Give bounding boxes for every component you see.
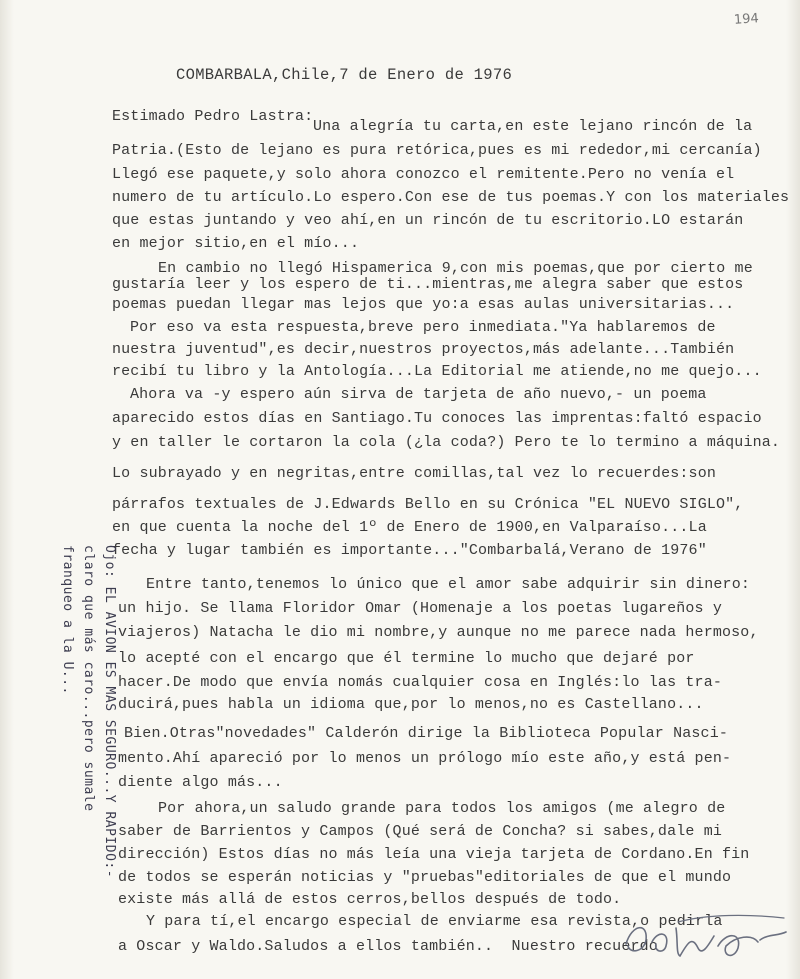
letter-line: en que cuenta la noche del 1º de Enero de 1900,en Valparaíso...La (112, 519, 707, 536)
letter-line: Bien.Otras"novedades" Calderón dirige la Biblioteca Popular Nasci- (124, 725, 728, 742)
letter-line: a Oscar y Waldo.Saludos a ellos también.. Nuestro recuerdo (118, 938, 658, 955)
margin-note-line: claro que más caro...pero sumale (81, 545, 96, 812)
letter-line: diente algo más... (118, 774, 283, 791)
letter-line: recibí tu libro y la Antología...La Editorial me atiende,no me quejo... (112, 363, 762, 380)
letter-line: Por ahora,un saludo grande para todos los amigos (me alegro de (158, 800, 726, 817)
letter-heading: COMBARBALA,Chile,7 de Enero de 1976 (176, 66, 513, 84)
page-edge-left (0, 0, 14, 979)
letter-line: Llegó ese paquete,y solo ahora conozco el remitente.Pero no venía el (112, 166, 735, 183)
letter-line: en mejor sitio,en el mío... (112, 235, 360, 252)
letter-line: fecha y lugar también es importante..."Combarbalá,Verano de 1976" (112, 542, 707, 559)
letter-line: hacer.De modo que envía nomás cualquier cosa en Inglés:lo las tra- (118, 674, 722, 691)
handwritten-margin-note (57, 545, 120, 905)
letter-line: saber de Barrientos y Campos (Qué será de Concha? si sabes,dale mi (118, 823, 722, 840)
letter-line: dirección) Estos días no más leía una vieja tarjeta de Cordano.En fin (118, 846, 750, 863)
letter-line: existe más allá de estos cerros,bellos después de todo. (118, 891, 622, 908)
letter-line: Y para tí,el encargo especial de enviarme esa revista,o pedirla (146, 913, 723, 930)
letter-line: Una alegría tu carta,en este lejano rincón de la (313, 118, 753, 135)
letter-line: Lo subrayado y en negritas,entre comillas,tal vez lo recuerdes:son (112, 465, 716, 482)
letter-line: viajeros) Natacha le dio mi nombre,y aunque no me parece nada hermoso, (118, 624, 759, 641)
letter-line: poemas puedan llegar mas lejos que yo:a esas aulas universitarias... (112, 296, 735, 313)
letter-line: Patria.(Esto de lejano es pura retórica,pues es mi rededor,mi cercanía) (112, 142, 762, 159)
folio-number: 194 (733, 11, 760, 28)
page-edge-right (786, 0, 800, 979)
letter-line: aparecido estos días en Santiago.Tu conoces las imprentas:faltó espacio (112, 410, 762, 427)
letter-line: Por eso va esta respuesta,breve pero inmediata."Ya hablaremos de (130, 319, 716, 336)
letter-line: nuestra juventud",es decir,nuestros proyectos,más adelante...También (112, 341, 735, 358)
handwritten-signature (618, 906, 793, 966)
letter-line: que estas juntando y veo ahí,en un rincón de tu escritorio.LO estarán (112, 212, 744, 229)
letter-line: un hijo. Se llama Floridor Omar (Homenaje a los poetas lugareños y (118, 600, 722, 617)
letter-line: En cambio no llegó Hispamerica 9,con mis poemas,que por cierto me (158, 260, 753, 277)
letter-line: y en taller le cortaron la cola (¿la coda?) Pero te lo termino a máquina. (112, 434, 781, 451)
letter-line: Entre tanto,tenemos lo único que el amor sabe adquirir sin dinero: (146, 576, 750, 593)
margin-note-line: franqueo a la U... (60, 545, 75, 695)
letter-line: Ahora va -y espero aún sirva de tarjeta de año nuevo,- un poema (130, 386, 707, 403)
letter-line: gustaría leer y los espero de ti...mientras,me alegra saber que estos (112, 276, 744, 293)
letter-line: Estimado Pedro Lastra: (112, 108, 314, 125)
letter-line: mento.Ahí apareció por lo menos un prólogo mío este año,y está pen- (118, 750, 732, 767)
letter-line: numero de tu artículo.Lo espero.Con ese de tus poemas.Y con los materiales (112, 189, 790, 206)
letter-line: lo acepté con el encargo que él termine lo mucho que dejaré por (118, 650, 695, 667)
letter-line: párrafos textuales de J.Edwards Bello en su Crónica "EL NUEVO SIGLO", (112, 496, 744, 513)
margin-note-line: Ojo: EL AVION ES MAS SEGURO...Y RAPIDO:- (102, 545, 117, 879)
letter-line: ducirá,pues habla un idioma que,por lo menos,no es Castellano... (118, 696, 704, 713)
letter-line: de todos se esperán noticias y "pruebas"editoriales de que el mundo (118, 869, 732, 886)
